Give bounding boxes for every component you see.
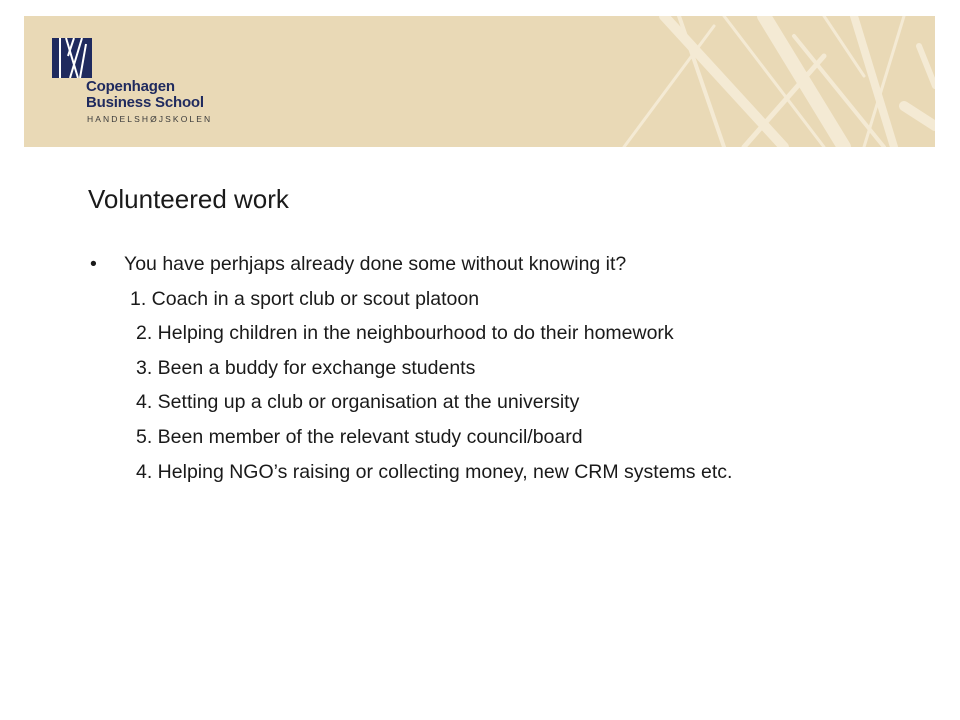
list-item: 4. Helping NGO’s raising or collecting money, new CRM systems etc. — [136, 461, 733, 483]
list-item: 2. Helping children in the neighbourhood to do their homework — [136, 322, 674, 344]
list-item: 1. Coach in a sport club or scout platoon — [130, 288, 480, 310]
bullet-marker: • — [90, 253, 97, 275]
list-item: 3. Been a buddy for exchange students — [136, 357, 476, 379]
logo-text-line2: Business School — [86, 94, 204, 111]
list-item: 5. Been member of the relevant study council/board — [136, 426, 583, 448]
header-banner — [24, 16, 935, 147]
bullet-item — [90, 253, 626, 276]
cbs-logo — [52, 38, 252, 147]
slide-title: Volunteered work — [88, 184, 289, 214]
logo-text-line3: HANDELSHØJSKOLEN — [87, 114, 213, 124]
cbs-logo-mark-icon — [52, 38, 92, 78]
list-item: 4. Setting up a club or organisation at the university — [136, 391, 580, 413]
logo-text-line1: Copenhagen — [86, 78, 175, 95]
bullet-text: You have perhjaps already done some without knowing it? — [124, 253, 627, 275]
